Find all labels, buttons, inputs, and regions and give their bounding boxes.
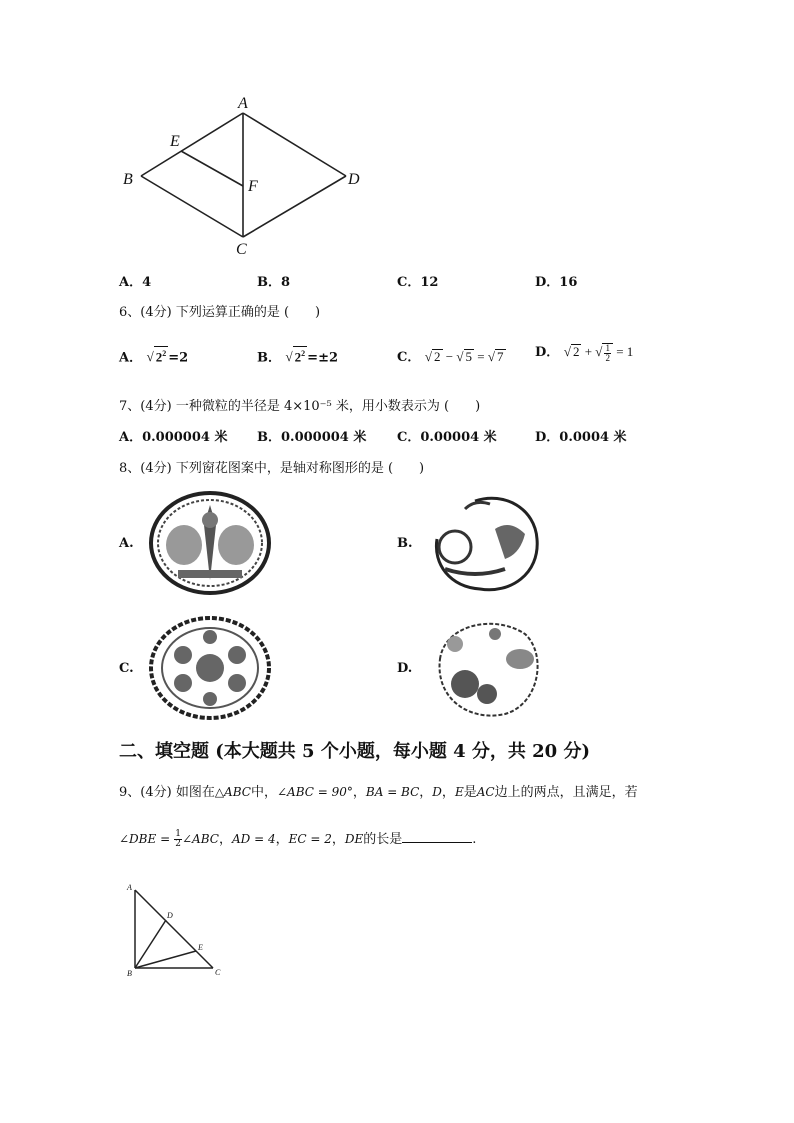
triangle-figure	[118, 878, 228, 978]
q5-option-d[interactable]: D．16	[535, 275, 578, 290]
label-d: D	[167, 911, 173, 920]
edge-ad	[243, 113, 346, 176]
q7-option-b[interactable]: B．0.000004 米	[257, 430, 367, 445]
label-c: C	[215, 968, 221, 977]
edge-ab	[141, 113, 243, 176]
q8-option-b-label[interactable]: B.	[397, 536, 413, 551]
edge-ac	[135, 890, 213, 968]
q8-option-c-label[interactable]: C.	[119, 661, 134, 676]
section-2-title: 二、填空题 (本大题共 5 个小题，每小题 4 分，共 20 分)	[119, 741, 590, 762]
rhombus-figure	[110, 88, 380, 263]
q6-option-c[interactable]: C． √ 2 − √ 5 = √ 7	[397, 349, 504, 365]
label-a: A	[127, 883, 132, 892]
q8-option-a-label[interactable]: A.	[119, 536, 134, 551]
q7-option-d[interactable]: D．0.0004 米	[535, 430, 627, 445]
window-pattern-a-image[interactable]	[148, 490, 272, 596]
q5-option-b[interactable]: B．8	[257, 275, 291, 290]
q6-option-a[interactable]: A． √ $2^2 =2$	[119, 346, 188, 365]
q5-option-c[interactable]: C．12	[397, 275, 439, 290]
label-a: A	[238, 95, 248, 112]
q5-option-a[interactable]: A．4	[119, 275, 152, 290]
q9-answer-blank[interactable]	[402, 830, 472, 843]
label-b: B	[123, 171, 133, 188]
q7-option-c[interactable]: C．0.00004 米	[397, 430, 497, 445]
q6-option-b[interactable]: B． √ $2^2 =\pm 2$	[257, 346, 338, 365]
label-f: F	[248, 178, 258, 195]
label-e: E	[198, 943, 203, 952]
label-b: B	[127, 969, 132, 978]
edge-cd	[243, 176, 346, 237]
segment-ef	[181, 151, 243, 186]
label-c: C	[236, 241, 247, 258]
q6-option-d[interactable]: D． √ 2 + √ $\frac{1}{2}$ = 1	[535, 342, 634, 363]
q8-stem: 8、(4分) 下列窗花图案中，是轴对称图形的是 ( )	[119, 461, 425, 476]
label-d: D	[348, 171, 360, 188]
window-pattern-c-image[interactable]	[148, 615, 272, 721]
q6-stem: 6、(4分) 下列运算正确的是 ( )	[119, 305, 321, 320]
q7-stem: 7、(4分) 一种微粒的半径是 4×10⁻⁵ 米，用小数表示为 ( )	[119, 399, 481, 414]
q9-stem-line2: ∠DBE = $\frac{1}{2}$ ∠ABC，AD = 4，EC = 2，DE的长是 .	[119, 829, 477, 849]
edge-bc	[141, 176, 243, 237]
q9-stem-line1: 9、(4分) 如图在△ABC中，∠ABC = 90°，BA = BC，D，E是AC边上的两点，且满足，若	[119, 785, 638, 800]
label-e: E	[170, 133, 180, 150]
q7-option-a[interactable]: A．0.000004 米	[119, 430, 228, 445]
q8-option-d-label[interactable]: D.	[397, 661, 413, 676]
window-pattern-b-image[interactable]	[425, 489, 545, 597]
window-pattern-d-image[interactable]	[425, 614, 547, 720]
